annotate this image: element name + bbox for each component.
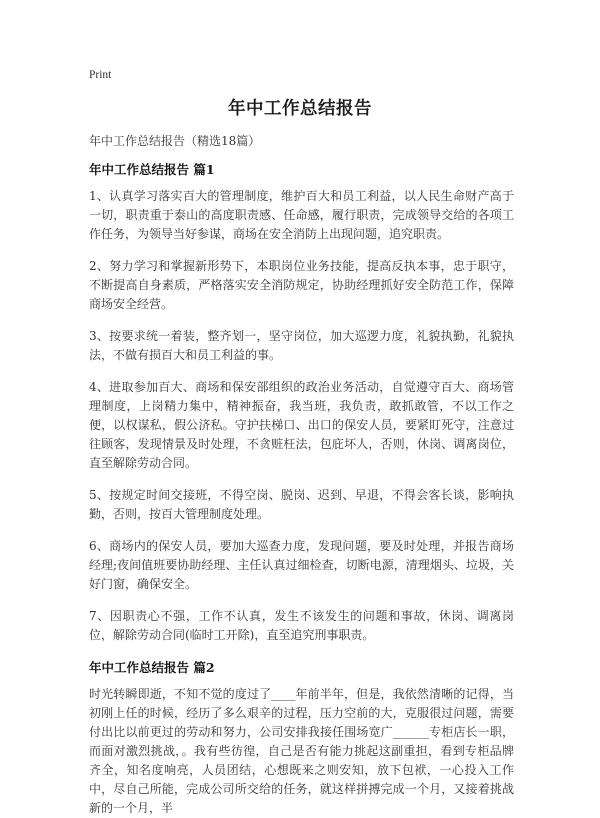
document-subtitle: 年中工作总结报告（精选18篇） (89, 134, 261, 148)
paragraph: 1、认真学习落实百大的管理制度，维护百大和员工利益，以人民生命财产高于一切，职责重于泰山的高度职责感、任命感，履行职责，完成领导交给的各项工作任务，为领导当好参谋，商场在安全消防上出现问题，追究职责。 (89, 189, 514, 241)
page-title: 年中工作总结报告 (228, 99, 372, 119)
paragraph: 时光转瞬即逝，不知不觉的度过了____年前半年，但是，我依然清晰的记得，当初刚上任的时候，经历了多么艰辛的过程，压力空前的大，克服很过问题，需要付出比以前更过的劳动和努力，公司安排我接任围场宽广______专柜店长一职，而面对激烈挑战，。我有些彷徨，自己是否有能力挑起这副重担，看到专柜品牌齐全，知名度响亮，人员团结，心想既来之则安知，放下包袱，一心投入工作中，尽自己所能，完成公司所交给的任务，就这样拼搏完成一个月，又接着挑战新的一个月，半 (89, 687, 514, 815)
paragraph: 7、因职责心不强，工作不认真，发生不该发生的问题和事故，休岗、调离岗位，解除劳动合同(临时工开除)，直至追究刑事职责。 (89, 609, 514, 642)
paragraph: 5、按规定时间交接班，不得空岗、脱岗、迟到、早退，不得会客长谈，影响执勤，否则，按百大管理制度处理。 (89, 488, 514, 521)
section-heading-2: 年中工作总结报告 篇2 (89, 660, 215, 675)
paragraph: 4、进取参加百大、商场和保安部组织的政治业务活动，自觉遵守百大、商场管理制度，上岗精力集中，精神振奋，我当班，我负责，敢抓敢管，不以工作之便，以权谋私，假公济私。守护扶梯口、出口的保安人员，要紧盯死守，注意过往顾客，发现情景及时处理，不贪赃枉法，包庇坏人，否则，休岗、调离岗位，直至解除劳动合同。 (89, 380, 514, 470)
paragraph: 3、按要求统一着装，整齐划一，坚守岗位，加大巡逻力度，礼貌执勤，礼貌执法，不做有损百大和员工利益的事。 (89, 329, 514, 362)
paragraph: 6、商场内的保安人员，要加大巡查力度，发现问题，要及时处理，并报告商场经理;夜间值班要协助经理、主任认真过细检查，切断电源，清理烟头、垃圾，关好门窗，确保安全。 (89, 539, 514, 591)
print-link[interactable]: Print (89, 69, 112, 81)
paragraph: 2、努力学习和掌握新形势下，本职岗位业务技能，提高反执本事，忠于职守，不断提高自身素质，严格落实安全消防规定，协助经理抓好安全防范工作，保障商场安全经营。 (89, 259, 514, 311)
document-body (89, 160, 514, 818)
section-heading-1: 年中工作总结报告 篇1 (89, 162, 215, 177)
